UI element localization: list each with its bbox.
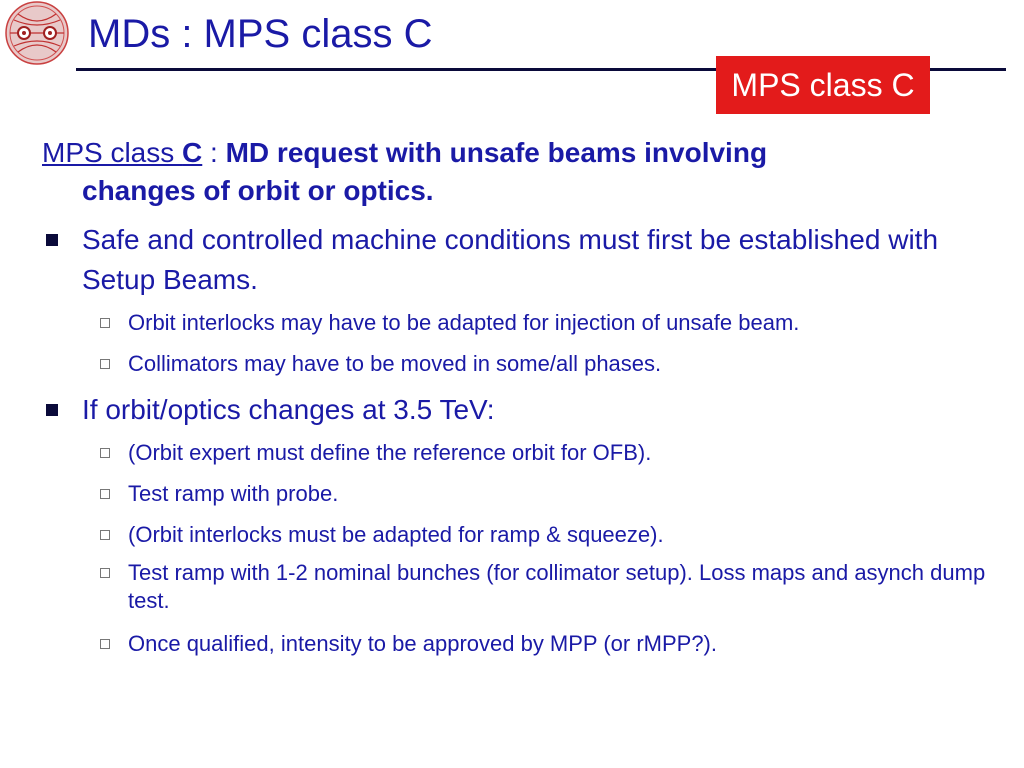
hollow-square-bullet-icon [100,448,110,458]
bullet-text: Safe and controlled machine conditions must first be established with Setup Beams. [82,224,939,295]
hollow-square-bullet-icon [100,639,110,649]
intro-line-2: changes of orbit or optics. [82,175,434,206]
square-bullet-icon [46,404,58,416]
sub-list-setup [42,306,1002,380]
separator: : [202,137,226,168]
class-label: MPS class C [42,137,203,168]
bullet-text: If orbit/optics changes at 3.5 TeV: [82,394,495,425]
sub-item: Test ramp with 1-2 nominal bunches (for collimator setup). Loss maps and asynch dump test. [42,559,1002,615]
class-badge: MPS class C [716,56,930,114]
bullet-setup-beams [42,220,1002,300]
sub-item: Collimators may have to be moved in some/all phases. [42,347,1002,380]
lhc-logo-icon [4,0,70,66]
sub-item: Orbit interlocks may have to be adapted for injection of unsafe beam. [42,306,1002,339]
sub-item: (Orbit expert must define the reference orbit for OFB). [42,436,1002,469]
intro-statement [42,134,1002,210]
sub-list-orbit [42,436,1002,660]
sub-item: Once qualified, intensity to be approved by MPP (or rMPP?). [42,627,1002,660]
hollow-square-bullet-icon [100,318,110,328]
intro-line-1: MD request with unsafe beams involving [225,137,768,168]
sub-item: (Orbit interlocks must be adapted for ramp & squeeze). [42,518,1002,551]
bullet-orbit-changes [42,390,1002,430]
square-bullet-icon [46,234,58,246]
hollow-square-bullet-icon [100,530,110,540]
hollow-square-bullet-icon [100,568,110,578]
slide-body [42,134,1002,668]
hollow-square-bullet-icon [100,489,110,499]
slide-title: MDs : MPS class C [88,12,433,56]
hollow-square-bullet-icon [100,359,110,369]
sub-item: Test ramp with probe. [42,477,1002,510]
